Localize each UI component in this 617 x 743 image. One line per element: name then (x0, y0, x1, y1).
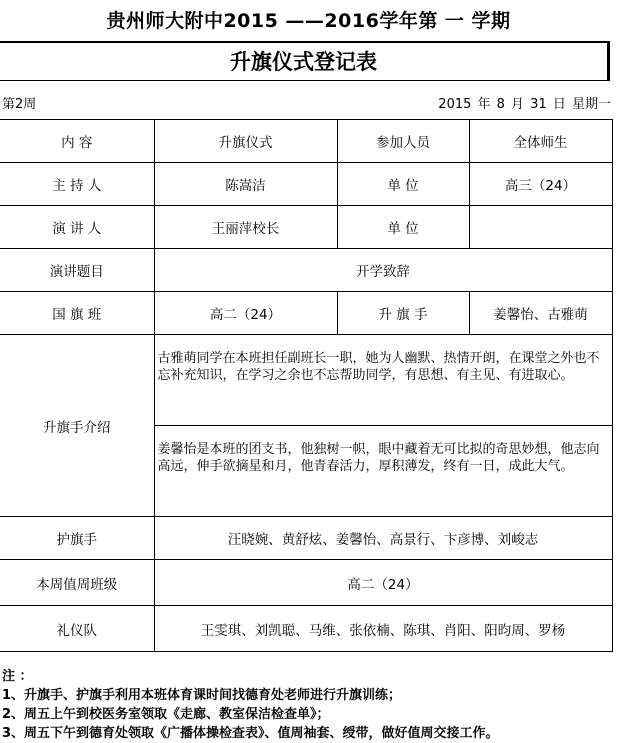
table-row (0, 606, 612, 652)
speaker-value: 王丽萍校长 (154, 206, 337, 249)
note-item: 1、升旗手、护旗手利用本班体育课时间找德育处老师进行升旗训练； (2, 688, 402, 703)
table-row (0, 560, 612, 606)
flag-class-value: 高二（24） (154, 292, 337, 335)
flag-raiser-label: 升 旗 手 (337, 292, 469, 335)
raiser-intro-text-1: 古雅萌同学在本班担任副班长一职，她为人幽默、热情开朗，在课堂之外也不忘补充知识，在学习之余也不忘帮助同学，有思想、有主见、有进取心。 (154, 335, 612, 426)
content-value: 升旗仪式 (154, 120, 337, 163)
table-row (0, 120, 612, 163)
duty-class-value: 高二（24） (154, 560, 612, 606)
date-label: 2015 年 8 月 31 日 星期一 (438, 97, 611, 112)
honor-guard-value: 王雯琪、刘凯聪、马维、张依楠、陈琪、肖阳、阳昀周、罗杨 (154, 606, 612, 652)
notes (2, 667, 499, 743)
guards-value: 汪晓婉、黄舒炫、姜馨怡、高景行、卞彦博、刘峻志 (154, 517, 612, 560)
table-row (0, 335, 612, 426)
duty-class-label: 本周值周班级 (0, 560, 154, 606)
host-label: 主 持 人 (0, 163, 154, 206)
speaker-label: 演 讲 人 (0, 206, 154, 249)
week-label: 第2周 (2, 97, 37, 112)
host-unit-value: 高三（24） (469, 163, 612, 206)
registration-table (0, 119, 613, 652)
speaker-unit-label: 单 位 (337, 206, 469, 249)
note-item: 3、周五下午到德育处领取《广播体操检查表》、值周袖套、绶带，做好值周交接工作。 (2, 726, 499, 741)
host-unit-label: 单 位 (337, 163, 469, 206)
raiser-intro-label: 升旗手介绍 (0, 335, 154, 517)
flag-raiser-value: 姜馨怡、古雅萌 (469, 292, 612, 335)
honor-guard-label: 礼仪队 (0, 606, 154, 652)
guards-label: 护旗手 (0, 517, 154, 560)
form-title: 升旗仪式登记表 (0, 41, 610, 81)
table-row (0, 292, 612, 335)
flag-class-label: 国 旗 班 (0, 292, 154, 335)
participants-label: 参加人员 (337, 120, 469, 163)
school-title: 贵州师大附中2015 ——2016学年第 一 学期 (106, 10, 511, 32)
host-value: 陈嵩洁 (154, 163, 337, 206)
notes-heading: 注 ： (2, 669, 33, 684)
topic-value: 开学致辞 (154, 249, 612, 292)
table-row (0, 517, 612, 560)
speaker-unit-value (469, 206, 612, 249)
note-item: 2、周五上午到校医务室领取《走廊、教室保洁检查单》； (2, 707, 330, 722)
content-label: 内 容 (0, 120, 154, 163)
topic-label: 演讲题目 (0, 249, 154, 292)
table-row (0, 163, 612, 206)
raiser-intro-text-2: 姜馨怡是本班的团支书，他独树一帜，眼中藏着无可比拟的奇思妙想，他志向高远，伸手欲摘星和月，他青春活力，厚积薄发，终有一日，成此大气。 (154, 426, 612, 517)
table-row (0, 249, 612, 292)
table-row (0, 206, 612, 249)
participants-value: 全体师生 (469, 120, 612, 163)
